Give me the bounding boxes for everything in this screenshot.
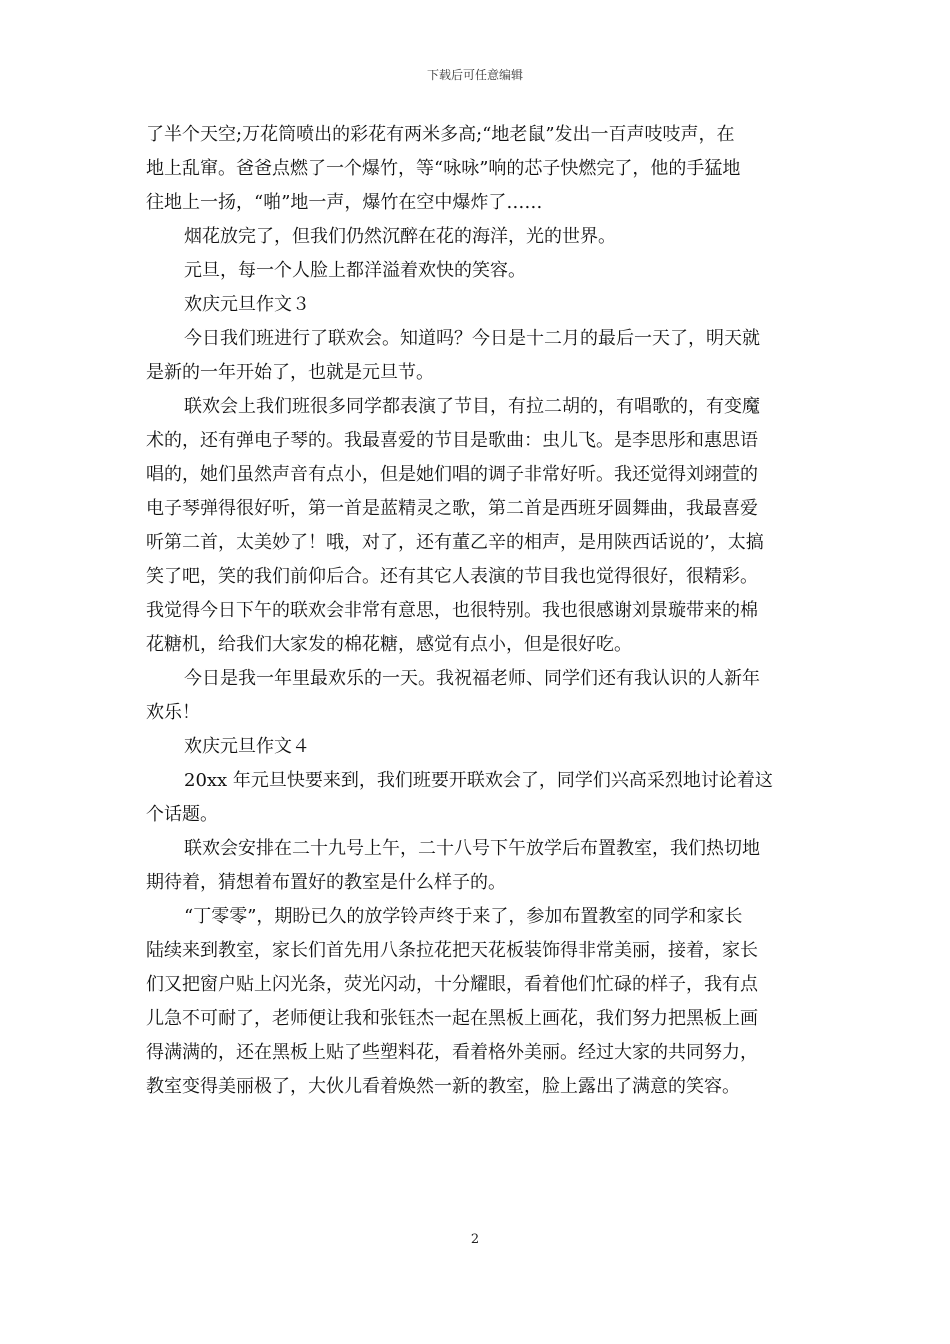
text-line: 期待着，猜想着布置好的教室是什么样子的。 [146,872,506,893]
text-line: 是新的一年开始了，也就是元旦节。 [146,362,434,383]
text-line: 们又把窗户贴上闪光条，荧光闪动，十分耀眼，看着他们忙碌的样子，我有点 [146,974,758,995]
text-line: 花糖机，给我们大家发的棉花糖，感觉有点小，但是很好吃。 [146,634,632,655]
text-line: 欢庆元旦作文４ [184,736,310,757]
text-line: 我觉得今日下午的联欢会非常有意思，也很特别。我也很感谢刘景璇带来的棉 [146,600,758,621]
text-line: 得满满的，还在黑板上贴了些塑料花，看着格外美丽。经过大家的共同努力， [146,1042,758,1063]
text-line: 联欢会安排在二十九号上午，二十八号下午放学后布置教室，我们热切地 [184,838,760,859]
page-header-note: 下载后可任意编辑 [426,68,523,82]
text-line: 联欢会上我们班很多同学都表演了节目，有拉二胡的，有唱歌的，有变魔 [184,396,760,417]
text-line: 地上乱窜。爸爸点燃了一个爆竹，等“咏咏”响的芯子快燃完了，他的手猛地 [146,158,741,179]
text-line: 陆续来到教室，家长们首先用八条拉花把天花板装饰得非常美丽，接着，家长 [146,940,758,961]
text-line: 元旦，每一个人脸上都洋溢着欢快的笑容。 [184,260,526,281]
text-line: 往地上一扬，“啪”地一声，爆竹在空中爆炸了…… [146,192,543,213]
text-line: 听第二首，太美妙了！哦，对了，还有董乙辛的相声，是用陕西话说的’，太搞 [146,532,764,553]
text-line: 今日是我一年里最欢乐的一天。我祝福老师、同学们还有我认识的人新年 [184,668,760,689]
text-line: 今日我们班进行了联欢会。知道吗？今日是十二月的最后一天了，明天就 [184,328,760,349]
text-line: 欢庆元旦作文３ [184,294,310,315]
text-line: 电子琴弹得很好听，第一首是蓝精灵之歌，第二首是西班牙圆舞曲，我最喜爱 [146,498,758,519]
text-line: 儿急不可耐了，老师便让我和张钰杰一起在黑板上画花，我们努力把黑板上画 [146,1008,758,1029]
page-number: 2 [470,1232,480,1247]
document-body [146,118,808,1104]
text-line: 个话题。 [146,804,218,825]
text-line: 烟花放完了，但我们仍然沉醉在花的海洋，光的世界。 [184,226,616,247]
text-line: 笑了吧，笑的我们前仰后合。还有其它人表演的节目我也觉得很好，很精彩。 [146,566,758,587]
text-line: 唱的，她们虽然声音有点小，但是她们唱的调子非常好听。我还觉得刘翊萱的 [146,464,758,485]
text-line: 术的，还有弹电子琴的。我最喜爱的节目是歌曲：虫儿飞。是李思彤和惠思语 [146,430,758,451]
text-line: 欢乐！ [146,702,200,723]
text-line: “丁零零”，期盼已久的放学铃声终于来了，参加布置教室的同学和家长 [184,906,743,927]
text-line: 20xx 年元旦快要来到，我们班要开联欢会了，同学们兴高采烈地讨论着这 [184,770,773,791]
text-line: 教室变得美丽极了，大伙儿看着焕然一新的教室，脸上露出了满意的笑容。 [146,1076,740,1097]
text-line: 了半个天空;万花筒喷出的彩花有两米多高;“地老鼠”发出一百声吱吱声，在 [146,124,735,145]
